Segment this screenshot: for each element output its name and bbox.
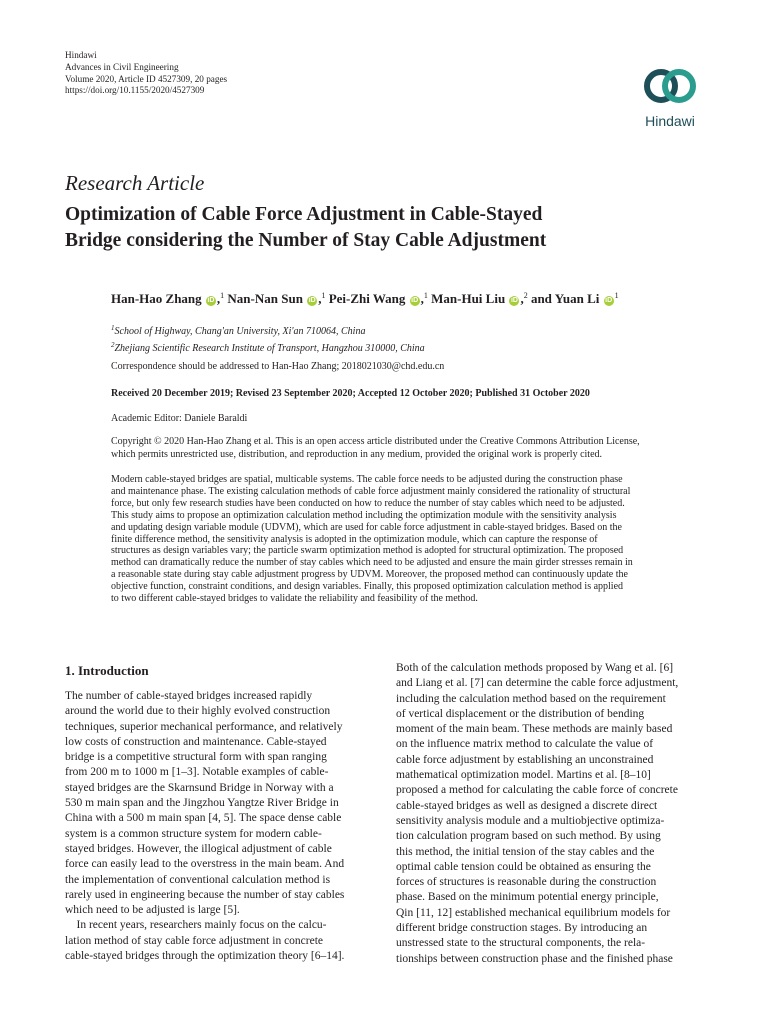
publication-dates: Received 20 December 2019; Revised 23 September 2020; Accepted 12 October 2020; Published 31 October 2020: [111, 388, 590, 399]
affiliation-number: 2: [111, 340, 115, 349]
affiliation-number: 1: [111, 324, 115, 332]
body-line: techniques, superior mechanical performance, and relatively: [65, 720, 343, 733]
orcid-icon[interactable]: iD: [510, 297, 518, 304]
affiliation-ref: 2: [523, 291, 528, 300]
affiliations: [111, 322, 425, 355]
journal-header: [65, 50, 227, 97]
body-line: 530 m main span and the Jingzhou Yangtze River Bridge in: [65, 797, 339, 810]
orcid-icon[interactable]: iD: [308, 297, 316, 304]
body-line: stayed bridges are the Skarnsund Bridge in Norway with a: [65, 781, 334, 794]
body-line: phase. Based on the minimum potential energy principle,: [396, 891, 659, 904]
affiliation-ref: 1: [321, 291, 326, 300]
journal-name: Advances in Civil Engineering: [65, 61, 179, 72]
abstract-line: objective function, constraint conditions, and design variables. Finally, this proposed optimization calculation method is applied: [111, 581, 624, 593]
body-line: optimal cable tension could be obtained as ensuring the: [396, 860, 651, 873]
orcid-icon[interactable]: iD: [411, 297, 419, 304]
body-line: of vertical displacement or the distribution of bending: [396, 707, 645, 720]
author-name[interactable]: Man-Hui Liu: [431, 291, 506, 306]
affiliation-text: Zhejiang Scientific Research Institute of Transport, Hangzhou 310000, China: [114, 342, 425, 354]
body-line: the implementation of conventional calculation method is: [65, 873, 331, 886]
body-line: unstressed state to the structural components, the rela-: [396, 937, 646, 950]
author-name[interactable]: Pei-Zhi Wang: [328, 291, 406, 306]
body-line: Both of the calculation methods proposed by Wang et al. [6]: [396, 662, 674, 674]
academic-editor: Academic Editor: Daniele Baraldi: [111, 413, 248, 424]
abstract-line: Modern cable-stayed bridges are spatial, multicable systems. The cable force needs to be adjusted during the construction phase: [111, 474, 623, 485]
body-column-left: [65, 689, 373, 964]
affiliation-ref: 1: [423, 291, 428, 300]
body-line: cable force adjustment by establishing an unconstrained: [396, 753, 654, 766]
title-line: Bridge considering the Number of Stay Cable Adjustment: [65, 230, 547, 251]
copyright-line: Copyright © 2020 Han-Hao Zhang et al. This is an open access article distributed under the Creative Commons Attribution License,: [111, 436, 640, 447]
body-line: sensitivity analysis module and a multiobjective optimiza-: [396, 814, 665, 827]
abstract-line: force, but only few research studies have been conducted on how to reduce the number of stay cables which need to be adjusted.: [111, 497, 625, 509]
affiliation-text: School of Highway, Chang'an University, Xi'an 710064, China: [114, 326, 366, 337]
body-line: on the influence matrix method to calculate the value of: [396, 738, 654, 751]
title-line: Optimization of Cable Force Adjustment in Cable-Stayed: [65, 204, 543, 225]
body-line: proposed a method for calculating the cable force of concrete: [396, 784, 678, 797]
affiliation-line: [111, 339, 425, 356]
hindawi-logo-text: Hindawi: [645, 113, 695, 129]
volume-info: Volume 2020, Article ID 4527309, 20 pages: [65, 73, 228, 84]
body-line: system is a common structure system for modern cable-: [65, 827, 322, 840]
orcid-icon[interactable]: iD: [207, 297, 215, 304]
body-line: cable-stayed bridges as well as designed a discrete direct: [396, 799, 658, 812]
author-name[interactable]: Nan-Nan Sun: [227, 291, 303, 306]
abstract-line: to two different cable-stayed bridges to validate the reliability and feasibility of the method.: [111, 593, 478, 605]
body-line: which need to be adjusted is large [5].: [65, 904, 240, 917]
body-line: forces of structures is reasonable during the construction: [396, 876, 657, 889]
body-line: bridge is a competitive structural form with span ranging: [65, 751, 327, 764]
correspondence: Correspondence should be addressed to Han-Hao Zhang; 2018021030@chd.edu.cn: [111, 361, 445, 372]
body-line: tionships between construction phase and the finished phase: [396, 952, 673, 965]
author-name[interactable]: Han-Hao Zhang: [111, 291, 202, 306]
abstract-line: a reasonable state during stay cable adjustment progress by UDVM. Moreover, the proposed method can continuously update the: [111, 569, 628, 581]
affiliation-line: [111, 322, 425, 339]
body-line: China with a 500 m main span [4, 5]. The space dense cable: [65, 812, 342, 825]
body-line: moment of the main beam. These methods are mainly based: [396, 723, 673, 736]
body-line: stayed bridges. However, the illogical adjustment of cable: [65, 842, 332, 855]
body-line: around the world due to their highly evolved construction: [65, 705, 331, 718]
abstract-line: This study aims to propose an optimization calculation method including the optimization module with the sensitivity analysis: [111, 509, 617, 521]
body-line: lation method of stay cable force adjustment in concrete: [65, 934, 324, 947]
body-line: rarely used in engineering because the number of stay cables: [65, 888, 345, 901]
copyright-notice: [111, 436, 703, 462]
abstract: [111, 474, 703, 605]
body-line: The number of cable-stayed bridges increased rapidly: [65, 690, 313, 702]
article-type: Research Article: [65, 171, 205, 195]
body-line: tion calculation program based on such method. By using: [396, 830, 661, 843]
publisher-name: Hindawi: [65, 50, 97, 60]
body-line: mathematical optimization model. Martins et al. [8–10]: [396, 769, 651, 782]
author-name[interactable]: Yuan Li: [554, 291, 600, 306]
abstract-line: structures as design variables vary; the particle swarm optimization method is adopted for structural optimization. The proposed: [111, 545, 624, 557]
author-and: and: [530, 291, 552, 306]
abstract-line: and maintenance phase. The existing calculation methods of cable force adjustment mainly considered the rationality of structural: [111, 485, 631, 497]
body-line: In recent years, researchers mainly focus on the calcu-: [65, 919, 327, 932]
author-list: Han-Hao Zhang iD ,$^1$ Nan-Nan Sun iD ,$^1$ Pei-Zhi Wang iD ,$^1$ Man-Hui Liu iD ,$^2$ and Yuan Li $iD^1$: [111, 291, 619, 306]
orcid-icon[interactable]: iD: [605, 297, 613, 304]
body-line: different bridge construction stages. By introducing an: [396, 922, 648, 935]
body-line: including the calculation method based on the requirement: [396, 692, 666, 705]
article-title: [65, 202, 685, 254]
body-column-right: [396, 661, 704, 967]
body-line: Qin [11, 12] established mechanical equilibrium models for: [396, 906, 671, 919]
section-heading: 1. Introduction: [65, 663, 149, 678]
abstract-line: method can dramatically reduce the number of stay cables which need to be adjusted and ensure the main girder stresses remain in: [111, 557, 633, 569]
affiliation-ref: 1: [220, 291, 225, 300]
body-line: low costs of construction and maintenance. Cable-stayed: [65, 735, 327, 748]
copyright-line: which permits unrestricted use, distribution, and reproduction in any medium, provided the original work is properly cited.: [111, 448, 603, 460]
abstract-line: and updating design variable module (UDVM), which are used for cable force adjustment in cable-stayed bridges. Based on the: [111, 521, 622, 533]
abstract-line: finite difference method, the sensitivity analysis is adopted in the optimization module, which can capture the response of: [111, 533, 598, 545]
body-line: and Liang et al. [7] can determine the cable force adjustment,: [396, 677, 679, 690]
body-line: from 200 m to 1000 m [1–3]. Notable examples of cable-: [65, 766, 329, 779]
body-line: force can easily lead to the overstress in the main beam. And: [65, 858, 345, 871]
body-line: cable-stayed bridges through the optimization theory [6–14].: [65, 950, 345, 963]
doi-link[interactable]: https://doi.org/10.1155/2020/4527309: [65, 85, 205, 96]
body-line: this method, the initial tension of the stay cables and the: [396, 845, 655, 858]
affiliation-ref: 1: [614, 291, 619, 300]
